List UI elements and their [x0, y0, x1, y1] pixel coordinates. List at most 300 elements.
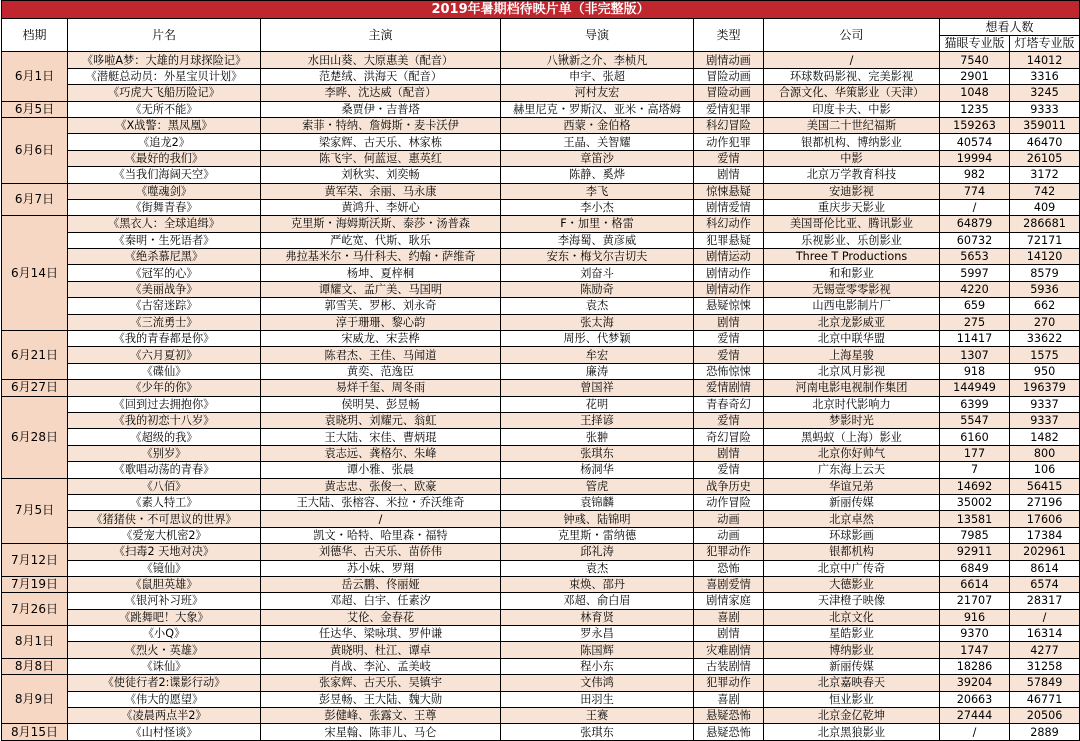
genre: 爱情 [694, 331, 764, 347]
company: 北京中广传奇 [764, 560, 940, 576]
cast: 陈飞宇、何蓝逗、惠英红 [261, 150, 501, 166]
genre: 爱情剧情 [694, 380, 764, 396]
dengta-count: 1482 [1010, 429, 1080, 445]
dengta-count: 16314 [1010, 626, 1080, 642]
director: 文伟鸿 [501, 675, 694, 691]
director: 廉涛 [501, 363, 694, 379]
director: 袁锦麟 [501, 494, 694, 510]
film-title: 《使徒行者2:谍影行动》 [68, 675, 261, 691]
dengta-count: 662 [1010, 298, 1080, 314]
director: 邓超、俞白眉 [501, 593, 694, 609]
maoyan-count: 6849 [940, 560, 1010, 576]
genre: 剧情动作 [694, 265, 764, 281]
table-row [2, 167, 1080, 183]
release-schedule-sheet [1, 0, 1079, 741]
film-title: 《山村怪谈》 [68, 724, 261, 740]
dengta-count: / [1010, 609, 1080, 625]
company: 美国哥伦比亚、腾讯影业 [764, 216, 940, 232]
company: 北京万学教育科技 [764, 167, 940, 183]
table-row [2, 216, 1080, 232]
dengta-count: 286681 [1010, 216, 1080, 232]
cast: 桑贾伊・吉普塔 [261, 101, 501, 117]
company: 环球数码影视、完美影视 [764, 68, 940, 84]
header-maoyan: 猫眼专业版 [940, 36, 1010, 52]
release-date: 8月9日 [2, 675, 68, 724]
film-title: 《猪猪侠・不可思议的世界》 [68, 511, 261, 527]
header-date: 档期 [2, 19, 68, 52]
cast: 黄军荣、余丽、马永康 [261, 183, 501, 199]
cast: 张家辉、古天乐、吴镇宇 [261, 675, 501, 691]
director: 钟彧、陆锦明 [501, 511, 694, 527]
company: / [764, 52, 940, 68]
header-dengta: 灯塔专业版 [1010, 36, 1080, 52]
director: 袁杰 [501, 298, 694, 314]
cast: 谭小雅、张晨 [261, 462, 501, 478]
film-title: 《回到过去拥抱你》 [68, 396, 261, 412]
film-title: 《巧虎大飞船历险记》 [68, 85, 261, 101]
company: 梦影时光 [764, 412, 940, 428]
maoyan-count: 177 [940, 445, 1010, 461]
genre: 剧情 [694, 626, 764, 642]
maoyan-count: 1048 [940, 85, 1010, 101]
film-title: 《秦明・生死语者》 [68, 232, 261, 248]
film-title: 《哆啦A梦：大雄的月球探险记》 [68, 52, 261, 68]
director: 田羽生 [501, 691, 694, 707]
release-date: 7月5日 [2, 478, 68, 544]
film-title: 《最好的我们》 [68, 150, 261, 166]
cast: 王大陆、宋佳、曹炳琨 [261, 429, 501, 445]
cast: 易烊千玺、周冬雨 [261, 380, 501, 396]
maoyan-count: 4220 [940, 281, 1010, 297]
maoyan-count: 2901 [940, 68, 1010, 84]
table-row [2, 134, 1080, 150]
genre: 灾难剧情 [694, 642, 764, 658]
film-title: 《绝杀慕尼黑》 [68, 249, 261, 265]
dengta-count: 950 [1010, 363, 1080, 379]
director: 李小杰 [501, 199, 694, 215]
maoyan-count: 11417 [940, 331, 1010, 347]
company: 华谊兄弟 [764, 478, 940, 494]
dengta-count: 57849 [1010, 675, 1080, 691]
maoyan-count: 7985 [940, 527, 1010, 543]
dengta-count: 31258 [1010, 658, 1080, 674]
cast: 淳于珊珊、黎心韵 [261, 314, 501, 330]
genre: 奇幻冒险 [694, 429, 764, 445]
table-row [2, 560, 1080, 576]
film-title: 《鼠胆英雄》 [68, 576, 261, 592]
table-row [2, 544, 1080, 560]
director: 李海蜀、黄彦威 [501, 232, 694, 248]
maoyan-count: 40574 [940, 134, 1010, 150]
director: 章笛沙 [501, 150, 694, 166]
maoyan-count: 7 [940, 462, 1010, 478]
genre: 喜剧爱情 [694, 576, 764, 592]
dengta-count: 196379 [1010, 380, 1080, 396]
dengta-count: 56415 [1010, 478, 1080, 494]
director: 张翀 [501, 429, 694, 445]
genre: 剧情爱情 [694, 199, 764, 215]
maoyan-count: 1235 [940, 101, 1010, 117]
maoyan-count: 21707 [940, 593, 1010, 609]
director: 刘奋斗 [501, 265, 694, 281]
maoyan-count: 18286 [940, 658, 1010, 674]
director: 克里斯・雷纳德 [501, 527, 694, 543]
director: 张琪东 [501, 724, 694, 740]
header-director: 导演 [501, 19, 694, 52]
genre: 古装剧情 [694, 658, 764, 674]
company: 重庆步天影业 [764, 199, 940, 215]
maoyan-count: / [940, 724, 1010, 740]
cast: 侯明昊、彭昱畅 [261, 396, 501, 412]
genre: 剧情运动 [694, 249, 764, 265]
maoyan-count: 13581 [940, 511, 1010, 527]
genre: 喜剧 [694, 609, 764, 625]
dengta-count: 72171 [1010, 232, 1080, 248]
genre: 动作犯罪 [694, 134, 764, 150]
table-row [2, 642, 1080, 658]
company: 合源文化、华策影业（天津） [764, 85, 940, 101]
maoyan-count: 20663 [940, 691, 1010, 707]
genre: 犯罪动作 [694, 544, 764, 560]
table-row [2, 494, 1080, 510]
company: 北京黑狼影业 [764, 724, 940, 740]
cast: 黄志忠、张俊一、欧豪 [261, 478, 501, 494]
film-title: 《追龙2》 [68, 134, 261, 150]
film-title: 《冠军的心》 [68, 265, 261, 281]
director: 管虎 [501, 478, 694, 494]
dengta-count: 1575 [1010, 347, 1080, 363]
dengta-count: 26105 [1010, 150, 1080, 166]
dengta-count: 8579 [1010, 265, 1080, 281]
table-row [2, 609, 1080, 625]
release-date: 6月7日 [2, 183, 68, 216]
film-title: 《八佰》 [68, 478, 261, 494]
table-row [2, 380, 1080, 396]
film-title: 《我的初恋十八岁》 [68, 412, 261, 428]
company: 山西电影制片厂 [764, 298, 940, 314]
maoyan-count: 5547 [940, 412, 1010, 428]
table-row [2, 183, 1080, 199]
genre: 青春奇幻 [694, 396, 764, 412]
genre: 悬疑恐怖 [694, 708, 764, 724]
film-title: 《诛仙》 [68, 658, 261, 674]
maoyan-count: 60732 [940, 232, 1010, 248]
company: 黑蚂蚁（上海）影业 [764, 429, 940, 445]
table-row [2, 626, 1080, 642]
cast: 苏小妹、罗翔 [261, 560, 501, 576]
company: 和和影业 [764, 265, 940, 281]
genre: 剧情动画 [694, 52, 764, 68]
genre: 犯罪悬疑 [694, 232, 764, 248]
genre: 犯罪动作 [694, 675, 764, 691]
director: 陈国辉 [501, 642, 694, 658]
release-date: 8月1日 [2, 626, 68, 659]
release-date: 6月5日 [2, 101, 68, 117]
company: 广东海上云天 [764, 462, 940, 478]
dengta-count: 14012 [1010, 52, 1080, 68]
maoyan-count: 6614 [940, 576, 1010, 592]
company: 北京时代影响力 [764, 396, 940, 412]
company: 中影 [764, 150, 940, 166]
company: 北京你好帅气 [764, 445, 940, 461]
cast: 杨坤、夏梓桐 [261, 265, 501, 281]
film-title: 《小Q》 [68, 626, 261, 642]
maoyan-count: 7540 [940, 52, 1010, 68]
dengta-count: 33622 [1010, 331, 1080, 347]
release-date: 8月8日 [2, 658, 68, 674]
company: 天津橙子映像 [764, 593, 940, 609]
maoyan-count: 918 [940, 363, 1010, 379]
table-row [2, 249, 1080, 265]
dengta-count: 6574 [1010, 576, 1080, 592]
cast: 袁晓玥、刘耀元、翁虹 [261, 412, 501, 428]
table-row [2, 52, 1080, 68]
release-date: 6月14日 [2, 216, 68, 331]
cast: 邓超、白宇、任素汐 [261, 593, 501, 609]
genre: 剧情家庭 [694, 593, 764, 609]
dengta-count: 742 [1010, 183, 1080, 199]
company: 北京龙影威亚 [764, 314, 940, 330]
cast: 宋威龙、宋芸桦 [261, 331, 501, 347]
release-date: 6月6日 [2, 117, 68, 183]
maoyan-count: 916 [940, 609, 1010, 625]
company: 恒业影业 [764, 691, 940, 707]
director: 邱礼涛 [501, 544, 694, 560]
genre: 冒险动画 [694, 85, 764, 101]
release-date: 6月21日 [2, 331, 68, 380]
genre: 爱情 [694, 347, 764, 363]
table-row [2, 314, 1080, 330]
dengta-count: 3316 [1010, 68, 1080, 84]
table-row [2, 117, 1080, 133]
director: 安东・梅戈尔吉切夫 [501, 249, 694, 265]
film-title: 《美丽战争》 [68, 281, 261, 297]
film-title: 《爱宠大机密2》 [68, 527, 261, 543]
maoyan-count: 1747 [940, 642, 1010, 658]
dengta-count: 46771 [1010, 691, 1080, 707]
dengta-count: 4277 [1010, 642, 1080, 658]
company: 美国二十世纪福斯 [764, 117, 940, 133]
table-row [2, 576, 1080, 592]
header-wants: 想看人数 [940, 19, 1080, 36]
director: 牟宏 [501, 347, 694, 363]
table-row [2, 429, 1080, 445]
cast: 陈君杰、王佳、马闻道 [261, 347, 501, 363]
cast: 岳云鹏、佟丽娅 [261, 576, 501, 592]
table-row [2, 593, 1080, 609]
dengta-count: 270 [1010, 314, 1080, 330]
dengta-count: 359011 [1010, 117, 1080, 133]
dengta-count: 14120 [1010, 249, 1080, 265]
cast: 刘德华、古天乐、苗侨伟 [261, 544, 501, 560]
director: 申宇、张超 [501, 68, 694, 84]
maoyan-count: 6399 [940, 396, 1010, 412]
release-date: 6月28日 [2, 396, 68, 478]
dengta-count: 17384 [1010, 527, 1080, 543]
film-title: 《无所不能》 [68, 101, 261, 117]
table-row [2, 199, 1080, 215]
company: 北京嘉映春天 [764, 675, 940, 691]
cast: 李晔、沈达威（配音） [261, 85, 501, 101]
dengta-count: 9337 [1010, 396, 1080, 412]
cast: 任达华、梁咏琪、罗仲谦 [261, 626, 501, 642]
director: 周彤、代梦颖 [501, 331, 694, 347]
maoyan-count: 1307 [940, 347, 1010, 363]
cast: 袁志远、龚格尔、朱峰 [261, 445, 501, 461]
genre: 爱情 [694, 462, 764, 478]
table-row [2, 281, 1080, 297]
genre: 爱情 [694, 150, 764, 166]
cast: 艾伦、金春花 [261, 609, 501, 625]
dengta-count: 9333 [1010, 101, 1080, 117]
company: 北京文化 [764, 609, 940, 625]
maoyan-count: 5653 [940, 249, 1010, 265]
maoyan-count: / [940, 199, 1010, 215]
cast: 凯文・哈特、哈里森・福特 [261, 527, 501, 543]
maoyan-count: 982 [940, 167, 1010, 183]
maoyan-count: 14692 [940, 478, 1010, 494]
cast: 弗拉基米尔・马什科夫、约翰・萨维奇 [261, 249, 501, 265]
dengta-count: 17606 [1010, 511, 1080, 527]
dengta-count: 106 [1010, 462, 1080, 478]
company: 无锡壹零零影视 [764, 281, 940, 297]
film-title: 《X战警：黑凤凰》 [68, 117, 261, 133]
film-title: 《伟大的愿望》 [68, 691, 261, 707]
film-title: 《街舞青春》 [68, 199, 261, 215]
company: 博纳影业 [764, 642, 940, 658]
dengta-count: 27196 [1010, 494, 1080, 510]
director: 赫里尼克・罗斯汉、亚米・高塔姆 [501, 101, 694, 117]
director: 张琪东 [501, 445, 694, 461]
director: 曾国祥 [501, 380, 694, 396]
film-title: 《黑衣人：全球追缉》 [68, 216, 261, 232]
director: 张太海 [501, 314, 694, 330]
release-date: 7月12日 [2, 544, 68, 577]
company: Three T Productions [764, 249, 940, 265]
company: 环球影画 [764, 527, 940, 543]
table-row [2, 708, 1080, 724]
film-title: 《银河补习班》 [68, 593, 261, 609]
genre: 剧情动作 [694, 281, 764, 297]
cast: 水田山葵、大原惠美（配音） [261, 52, 501, 68]
table-row [2, 101, 1080, 117]
film-title: 《少年的你》 [68, 380, 261, 396]
film-title: 《潜艇总动员：外星宝贝计划》 [68, 68, 261, 84]
table-row [2, 445, 1080, 461]
table-row [2, 85, 1080, 101]
table-row [2, 363, 1080, 379]
cast: 黄晓明、杜江、谭卓 [261, 642, 501, 658]
director: 王择谚 [501, 412, 694, 428]
table-row [2, 232, 1080, 248]
genre: 剧情 [694, 314, 764, 330]
cast: 王大陆、张榕容、米拉・乔沃维奇 [261, 494, 501, 510]
company: 银都机构 [764, 544, 940, 560]
film-title: 《凌晨两点半2》 [68, 708, 261, 724]
maoyan-count: 35002 [940, 494, 1010, 510]
film-title: 《跳舞吧！大象》 [68, 609, 261, 625]
maoyan-count: 5997 [940, 265, 1010, 281]
table-row [2, 347, 1080, 363]
film-title: 《六月夏初》 [68, 347, 261, 363]
company: 北京卓然 [764, 511, 940, 527]
maoyan-count: 9370 [940, 626, 1010, 642]
director: 八锹新之介、李桢凡 [501, 52, 694, 68]
genre: 动作冒险 [694, 494, 764, 510]
genre: 爱情 [694, 412, 764, 428]
genre: 恐怖 [694, 560, 764, 576]
maoyan-count: 27444 [940, 708, 1010, 724]
company: 上海星骏 [764, 347, 940, 363]
genre: 科幻冒险 [694, 117, 764, 133]
release-date: 7月19日 [2, 576, 68, 592]
company: 乐视影业、乐创影业 [764, 232, 940, 248]
table-row [2, 527, 1080, 543]
dengta-count: 409 [1010, 199, 1080, 215]
table-row [2, 150, 1080, 166]
film-title: 《我的青春都是你》 [68, 331, 261, 347]
table-row [2, 691, 1080, 707]
cast: 黄鸿升、李妍心 [261, 199, 501, 215]
header-film: 片名 [68, 19, 261, 52]
company: 印度卡夫、中影 [764, 101, 940, 117]
cast: 严屹宽、代斯、耿乐 [261, 232, 501, 248]
film-title: 《三流勇士》 [68, 314, 261, 330]
director: 杨洞华 [501, 462, 694, 478]
dengta-count: 28317 [1010, 593, 1080, 609]
cast: 肖战、李沁、孟美岐 [261, 658, 501, 674]
director: 西蒙・金伯格 [501, 117, 694, 133]
genre: 动画 [694, 527, 764, 543]
company: 星皓影业 [764, 626, 940, 642]
release-table [1, 0, 1080, 741]
table-row [2, 298, 1080, 314]
table-row [2, 396, 1080, 412]
director: F・加里・格雷 [501, 216, 694, 232]
genre: 爱情犯罪 [694, 101, 764, 117]
film-title: 《镜仙》 [68, 560, 261, 576]
cast: 黄奕、范逸臣 [261, 363, 501, 379]
genre: 悬疑惊悚 [694, 298, 764, 314]
dengta-count: 202961 [1010, 544, 1080, 560]
cast: 索菲・特纳、詹姆斯・麦卡沃伊 [261, 117, 501, 133]
company: 大德影业 [764, 576, 940, 592]
director: 陈静、奚烨 [501, 167, 694, 183]
maoyan-count: 19994 [940, 150, 1010, 166]
genre: 恐怖惊悚 [694, 363, 764, 379]
film-title: 《当我们海阔天空》 [68, 167, 261, 183]
dengta-count: 8614 [1010, 560, 1080, 576]
genre: 战争历史 [694, 478, 764, 494]
header-genre: 类型 [694, 19, 764, 52]
dengta-count: 5936 [1010, 281, 1080, 297]
film-title: 《超级的我》 [68, 429, 261, 445]
company: 新丽传媒 [764, 494, 940, 510]
cast: 刘秋实、刘奕畅 [261, 167, 501, 183]
film-title: 《烈火・英雄》 [68, 642, 261, 658]
table-row [2, 68, 1080, 84]
genre: 冒险动画 [694, 68, 764, 84]
genre: 喜剧 [694, 691, 764, 707]
release-date: 6月27日 [2, 380, 68, 396]
company: 新丽传媒 [764, 658, 940, 674]
release-date: 8月15日 [2, 724, 68, 740]
maoyan-count: 659 [940, 298, 1010, 314]
maoyan-count: 774 [940, 183, 1010, 199]
cast: 彭昱畅、王大陆、魏大勋 [261, 691, 501, 707]
director: 束焕、邵丹 [501, 576, 694, 592]
dengta-count: 20506 [1010, 708, 1080, 724]
